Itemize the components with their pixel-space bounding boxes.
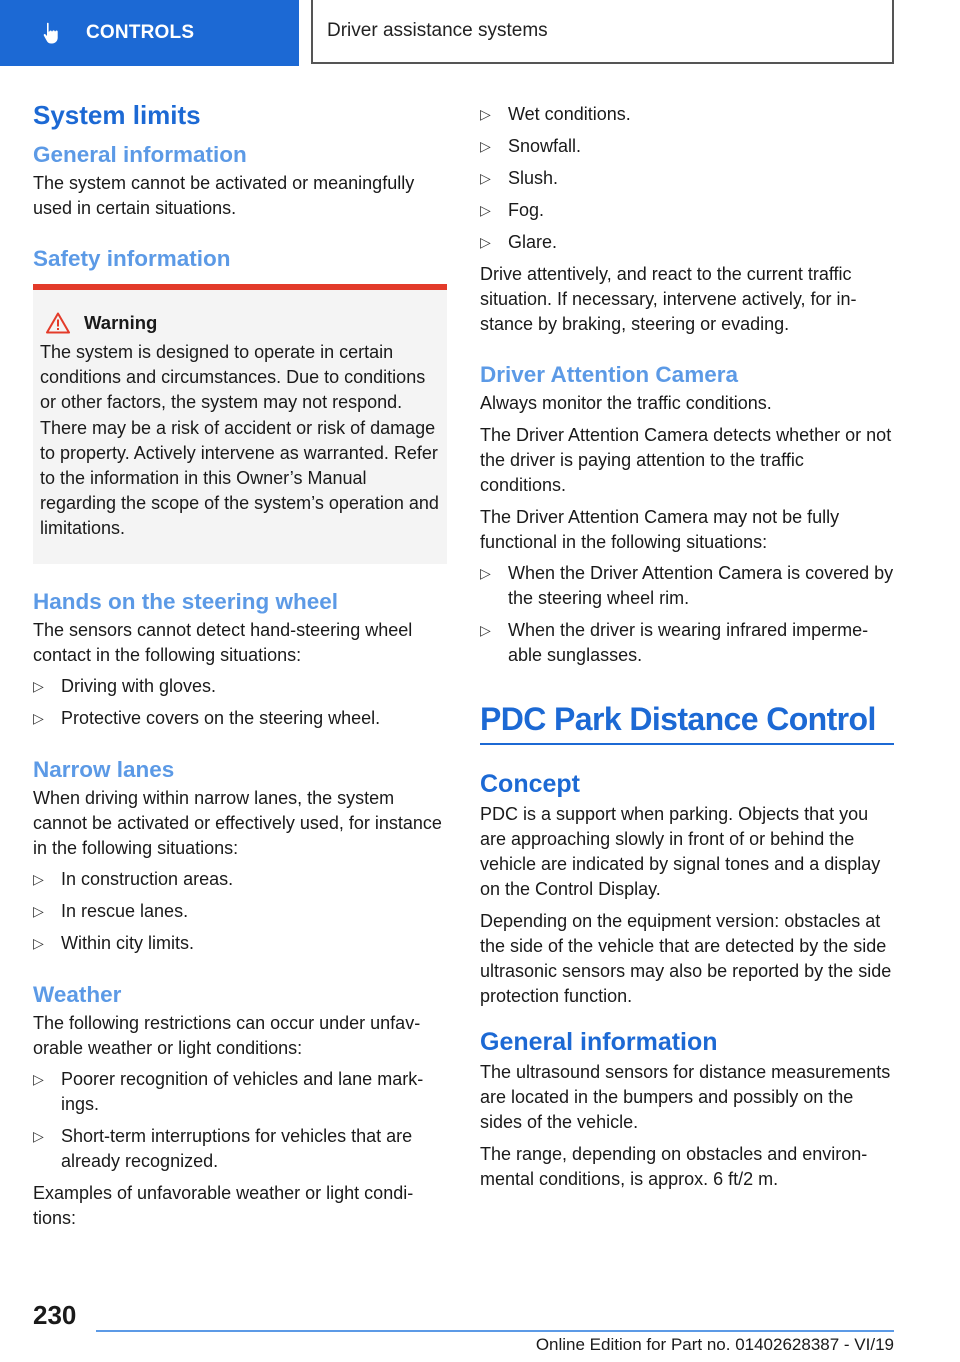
chapter-label: CONTROLS xyxy=(86,22,195,43)
weather-conditions-list xyxy=(480,102,894,255)
section-title-box xyxy=(311,0,894,64)
list-item: ▷ Within city limits. xyxy=(33,932,195,953)
camera-text-2: The Driver Attention Camera detects whether or not the driver is paying attention to the traffic conditions. xyxy=(480,425,892,495)
page-header xyxy=(0,0,960,66)
heading-system-limits: System limits xyxy=(33,100,201,130)
warning-text: The system is designed to operate in certain conditions and circumstances. Due to conditions or other factors, the system may not respond. There may be a risk of accident or risk of damage to property. Actively intervene as warranted. Refer to the information in this Owner’s Manual regarding the scope of the system’s operation and limitations. xyxy=(40,342,439,539)
list-item: ▷ Glare. xyxy=(480,232,558,252)
heading-general-information: General information xyxy=(33,142,247,167)
general-text-1: The ultrasound sensors for distance measurements are located in the bumpers and possibly on the sides of the vehicle. xyxy=(480,1062,891,1132)
list-item: ▷ Snowfall. xyxy=(480,136,582,156)
edition-text: Online Edition for Part no. 01402628387 - VI/19 xyxy=(535,1335,894,1354)
heading-concept: Concept xyxy=(480,770,580,798)
heading-pdc: PDC Park Distance Control xyxy=(480,699,894,745)
page-number: 230 xyxy=(33,1300,77,1330)
list-item: ▷ In construction areas. xyxy=(33,868,234,889)
section-title: Driver assistance systems xyxy=(327,20,548,41)
concept-text-1: PDC is a support when parking. Objects that you are approaching slowly in front of or behind the vehicle are indicated by signal tones and a display on the Control Display. xyxy=(480,804,881,899)
list-item: ▷ Wet conditions. xyxy=(480,104,631,124)
list-item: ▷ Driving with gloves. xyxy=(33,675,217,696)
warning-triangle-icon xyxy=(46,312,70,334)
weather-list xyxy=(33,1067,447,1174)
heading-hands-on-wheel: Hands on the steering wheel xyxy=(33,588,339,614)
narrow-list xyxy=(33,867,447,956)
drive-attentively-text: Drive attentively, and react to the current traffic situation. If necessary, intervene actively, for instance by braking, steering or evading. xyxy=(480,264,857,334)
left-column xyxy=(33,100,447,1231)
list-item: ▷ When the driver is wearing infrared impermeable sunglasses. xyxy=(480,620,869,665)
hands-list xyxy=(33,674,447,731)
warning-box xyxy=(33,284,447,564)
list-item: ▷ In rescue lanes. xyxy=(33,900,189,921)
camera-text-3: The Driver Attention Camera may not be fully functional in the following situations: xyxy=(480,507,840,552)
list-item: ▷ When the Driver Attention Camera is covered by the steering wheel rim. xyxy=(480,563,894,608)
heading-weather: Weather xyxy=(33,981,122,1007)
footer-divider xyxy=(96,1330,894,1332)
warning-title: Warning xyxy=(84,312,158,333)
general-text-2: The range, depending on obstacles and environmental conditions, is approx. 6 ft/2 m. xyxy=(480,1144,868,1189)
warning-header xyxy=(40,312,439,334)
narrow-text: When driving within narrow lanes, the system cannot be activated or effectively used, for instance in the following situations: xyxy=(33,787,442,858)
heading-general-information-pdc: General information xyxy=(480,1028,718,1056)
chapter-tab[interactable] xyxy=(0,0,299,66)
list-item: ▷ Slush. xyxy=(480,168,559,188)
pointing-hand-icon xyxy=(40,21,64,45)
list-item: ▷ Short-term interruptions for vehicles that are already recognized. xyxy=(33,1125,413,1171)
weather-text: The following restrictions can occur under unfavorable weather or light conditions: xyxy=(33,1012,421,1058)
general-info-text: The system cannot be activated or meaningfully used in certain situations. xyxy=(33,173,415,218)
concept-text-2: Depending on the equipment version: obstacles at the side of the vehicle that are detected by the side ultrasonic sensors may also be reported by the side protection function. xyxy=(480,911,892,1006)
right-column xyxy=(480,102,894,1192)
hands-text: The sensors cannot detect hand-steering wheel contact in the following situations: xyxy=(33,619,413,665)
heading-safety-information: Safety information xyxy=(33,246,231,271)
list-item: ▷ Fog. xyxy=(480,200,545,220)
weather-examples-text: Examples of unfavorable weather or light conditions: xyxy=(33,1182,414,1228)
heading-driver-attention-camera: Driver Attention Camera xyxy=(480,362,738,387)
list-item: ▷ Protective covers on the steering wheel. xyxy=(33,707,381,728)
heading-narrow-lanes: Narrow lanes xyxy=(33,756,175,782)
camera-list xyxy=(480,561,894,668)
camera-text-1: Always monitor the traffic conditions. xyxy=(480,393,772,413)
list-item: ▷ Poorer recognition of vehicles and lane markings. xyxy=(33,1068,424,1114)
